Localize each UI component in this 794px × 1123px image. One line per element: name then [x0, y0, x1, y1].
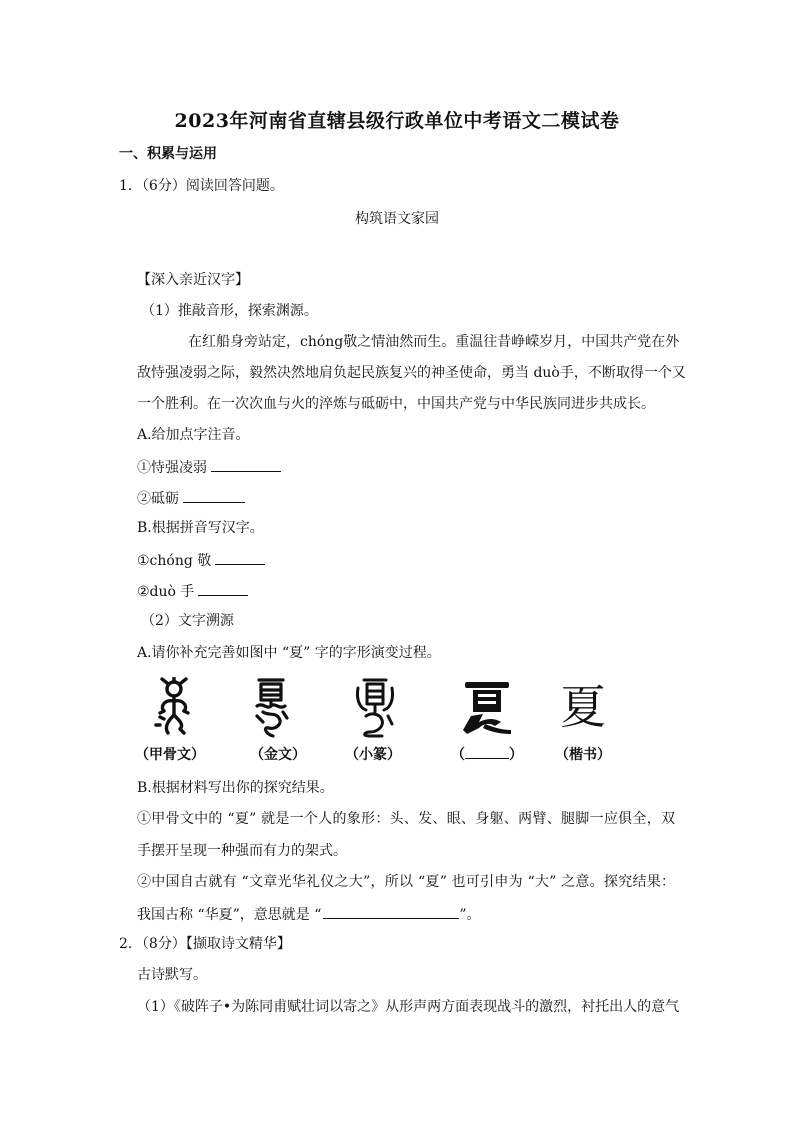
b2-line-4: [137, 904, 481, 924]
b2-line-1: ①甲骨文中的 “夏” 就是一个人的象形：头、发、眼、身躯、两臂、腿脚一应俱全，双: [137, 811, 675, 827]
part-2-title: （2）文字溯源: [141, 613, 234, 629]
label-clerical-close: ）: [509, 747, 523, 763]
b2-line-3: ②中国自古就有 “文章光华礼仪之大”，所以 “夏” 也可引申为 “大” 之意。探究结果：: [137, 874, 675, 890]
oracle-bone-glyph: [140, 675, 210, 739]
sub-b-item-1-label: ①chóng 敬: [137, 553, 212, 569]
label-clerical-open: （: [451, 747, 465, 763]
label-oracle-bone: （甲骨文）: [135, 747, 205, 763]
answer-blank-a1[interactable]: [211, 457, 281, 472]
sub-a-item-2-label: ②砥砺: [137, 491, 179, 507]
sub-b-title: B.根据拼音写汉字。: [137, 520, 264, 536]
b2-line-4-pre: 我国古称 “华夏”，意思就是 “: [137, 907, 322, 923]
label-small-seal: （小篆）: [345, 747, 401, 763]
sub-b2-title: B.根据材料写出你的探究结果。: [137, 780, 334, 796]
question-2-header: 2．（8分）【撷取诗文精华】: [119, 936, 291, 952]
oracle-bone-xia-icon: [150, 677, 200, 737]
answer-blank-b2[interactable]: [198, 581, 248, 596]
b2-line-4-post: ”。: [459, 907, 481, 923]
small-seal-glyph: [340, 675, 410, 739]
sub-a-item-1-label: ①恃强凌弱: [137, 460, 207, 476]
sub-b-item-2: [137, 581, 248, 601]
passage-line-3: 一个胜利。在一次次血与火的淬炼与砥砺中，中国共产党与中华民族同进步共成长。: [137, 396, 655, 412]
sub-a-item-1: [137, 457, 281, 477]
b2-line-2: 手摆开呈现一种强而有力的架式。: [137, 843, 347, 859]
label-bronze: （金文）: [250, 747, 306, 763]
clerical-xia-icon: [461, 678, 513, 736]
question-1-subtitle: 构筑语文家园: [355, 211, 439, 227]
label-clerical: [451, 744, 523, 764]
label-regular-script: （楷书）: [555, 747, 611, 763]
regular-script-glyph: [548, 675, 618, 739]
exam-title: 2023年河南省直辖县级行政单位中考语文二模试卷: [174, 110, 620, 132]
sub-a-item-2: [137, 488, 245, 508]
passage-line-1: 在红船身旁站定，chóng敬之情油然而生。重温往昔峥嵘岁月，中国共产党在外: [188, 334, 680, 350]
small-seal-xia-icon: [352, 676, 398, 738]
passage-line-2: 敌恃强凌弱之际，毅然决然地肩负起民族复兴的神圣使命，勇当 duò手，不断取得一个又: [137, 365, 686, 381]
clerical-glyph: [452, 675, 522, 739]
question-2-intro: 古诗默写。: [137, 967, 207, 983]
sub-b-item-2-label: ②duò 手: [137, 584, 195, 600]
bronze-glyph: [236, 675, 306, 739]
section-heading: 一、积累与运用: [119, 146, 217, 162]
answer-blank-b1[interactable]: [215, 550, 265, 565]
question-2-line-1: （1）《破阵子•为陈同甫赋壮词以寄之》从形声两方面表现战斗的激烈，衬托出人的意气: [137, 999, 680, 1015]
sub-b-item-1: [137, 550, 265, 570]
block-title: 【深入亲近汉字】: [137, 272, 249, 288]
part-1-title: （1）推敲音形，探索渊源。: [141, 303, 318, 319]
answer-blank-script[interactable]: [465, 746, 509, 759]
answer-blank-huaxia[interactable]: [323, 904, 459, 919]
bronze-xia-icon: [249, 676, 293, 738]
sub-a-title: A.给加点字注音。: [137, 427, 250, 443]
question-1-header: 1．（6分）阅读回答问题。: [119, 178, 284, 194]
evolution-title: A.请你补充完善如图中 “夏” 字的字形演变过程。: [137, 645, 441, 661]
regular-script-char: 夏: [560, 680, 606, 734]
answer-blank-a2[interactable]: [183, 488, 245, 503]
